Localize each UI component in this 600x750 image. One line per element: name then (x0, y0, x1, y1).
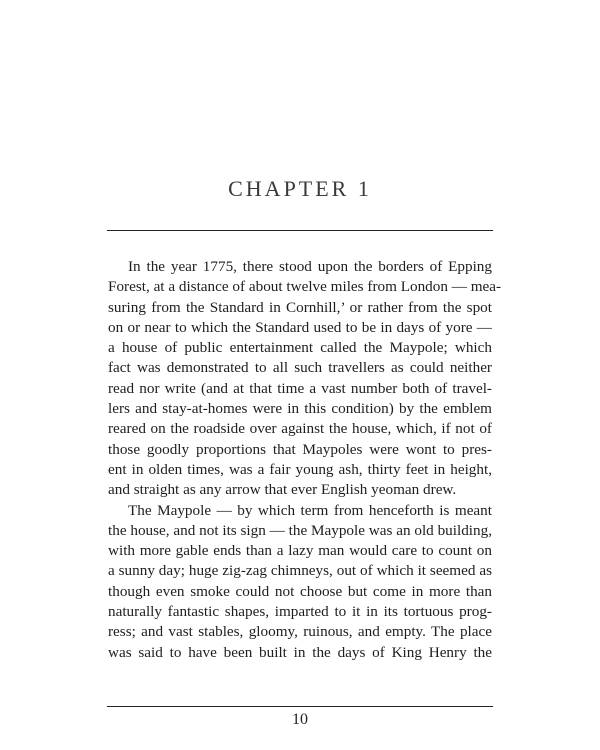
text-line: on or near to which the Standard used to be in days of yore — (108, 318, 492, 336)
top-rule (107, 230, 493, 231)
text-line: those goodly proportions that Maypoles were wont to pres- (108, 440, 492, 458)
text-line: naturally fantastic shapes, imparted to it in its tortuous prog- (108, 603, 492, 621)
text-line: and straight as any arrow that ever English yeoman drew. (108, 481, 457, 499)
chapter-title: CHAPTER 1 (228, 176, 372, 201)
text-line: lers and stay-at-homes were in this condition) by the emblem (108, 400, 492, 418)
chapter-body (108, 257, 502, 663)
text-line: ress; and vast stables, gloomy, ruinous, and empty. The place (108, 623, 492, 641)
text-line: In the year 1775, there stood upon the borders of Epping (128, 258, 492, 275)
text-line: fact was demonstrated to all such travellers as could neither (108, 359, 492, 377)
text-line: ent in olden times, was a fair young ash, thirty feet in height, (108, 460, 492, 478)
text-line: the house, and not its sign — the Maypole was an old building, (108, 521, 492, 539)
text-line: The Maypole — by which term from henceforth is meant (128, 501, 492, 519)
paragraph (108, 501, 492, 663)
page-number: 10 (292, 711, 308, 728)
bottom-rule (107, 706, 493, 707)
text-line: suring from the Standard in Cornhill,’ or rather from the spot (108, 298, 492, 316)
text-line: though even smoke could not choose but come in more than (108, 582, 492, 600)
text-line: a house of public entertainment called the Maypole; which (108, 339, 492, 357)
text-line: read nor write (and at that time a vast number both of travel- (108, 379, 492, 397)
text-line: Forest, at a distance of about twelve miles from London — mea- (108, 278, 502, 296)
text-line: was said to have been built in the days of King Henry the (108, 643, 492, 661)
text-line: reared on the roadside over against the house, which, if not of (108, 420, 492, 438)
text-line: a sunny day; huge zig-zag chimneys, out of which it seemed as (108, 562, 492, 580)
paragraph (108, 257, 502, 501)
text-line: with more gable ends than a lazy man would care to count on (108, 542, 492, 560)
